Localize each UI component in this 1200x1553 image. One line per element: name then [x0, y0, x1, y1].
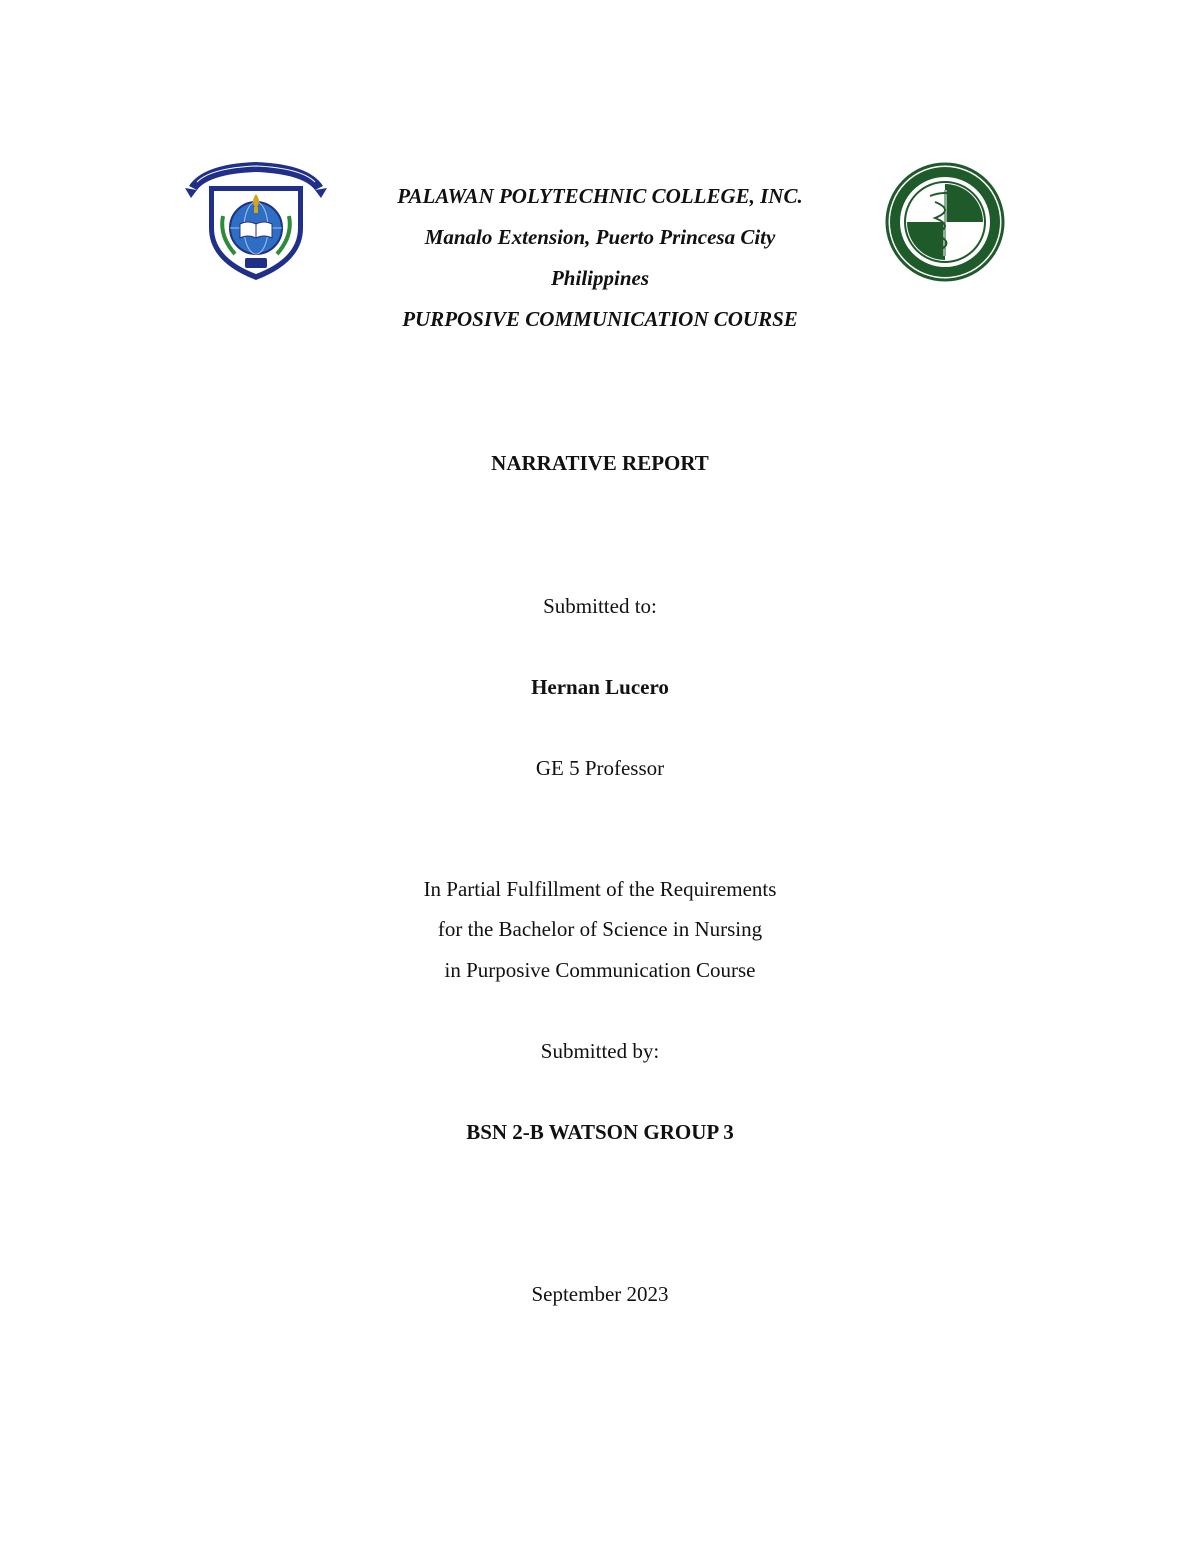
- professor-name: Hernan Lucero: [531, 675, 669, 699]
- college-address: Manalo Extension, Puerto Princesa City: [424, 225, 776, 249]
- fulfillment-line-3: in Purposive Communication Course: [444, 958, 756, 982]
- nursing-seal-logo: [880, 162, 1010, 282]
- fulfillment-line-1: In Partial Fulfillment of the Requirements: [423, 877, 777, 901]
- fulfillment-line-2: for the Bachelor of Science in Nursing: [437, 917, 763, 941]
- college-name: PALAWAN POLYTECHNIC COLLEGE, INC.: [397, 184, 803, 208]
- submitted-by-label: Submitted by:: [540, 1039, 660, 1063]
- college-shield-logo: [183, 150, 329, 284]
- submitted-to-label: Submitted to:: [543, 594, 657, 618]
- course-name: PURPOSIVE COMMUNICATION COURSE: [402, 307, 798, 331]
- professor-title: GE 5 Professor: [535, 756, 665, 780]
- college-country: Philippines: [550, 266, 650, 290]
- group-name: BSN 2-B WATSON GROUP 3: [466, 1120, 734, 1144]
- report-title: NARRATIVE REPORT: [491, 451, 709, 475]
- submission-date: September 2023: [531, 1282, 669, 1306]
